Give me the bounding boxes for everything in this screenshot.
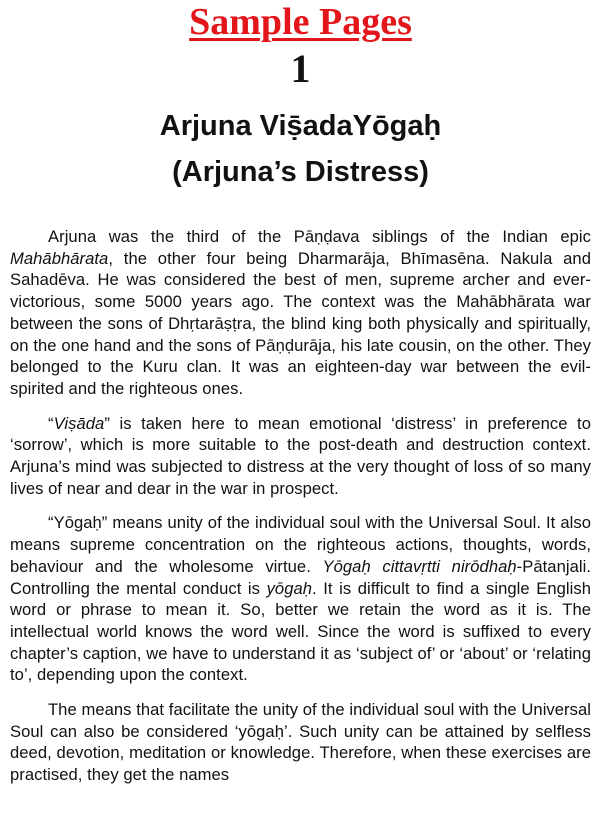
text-run: -Pātanjali. Controlling the mental conduct is: [10, 556, 591, 598]
text-run: “Yōgaḥ” means unity of the individual soul with the Universal Soul. It also means supreme concentration on the righteous actions, thoughts, words, behaviour and the wholesome virtue.: [10, 513, 591, 576]
italic-term: yōgaḥ: [266, 578, 313, 598]
text-run: . It is difficult to find a single English word or phrase to mean it. So, better we retain the word as it is. The intellectual world knows the word well. Since the word is suffixed to every chapter’s caption, we have to understand it as ‘subject of’ or ‘about’ or ‘relating to’, depending upon the context.: [10, 578, 591, 685]
text-run: ” is taken here to mean emotional ‘distress’ in preference to ‘sorrow’, which is more suitable to the post-death and destruction context. Arjuna’s mind was subjected to distress at the very thought of loss of so many lives of near and dear in the war in prospect.: [10, 413, 591, 498]
paragraph: [10, 512, 591, 686]
text-run: “: [48, 413, 54, 433]
chapter-subtitle: (Arjuna’s Distress): [172, 156, 429, 188]
body-text: [10, 226, 591, 786]
text-run: Arjuna was the third of the Pāṇḍava siblings of the Indian epic: [48, 227, 591, 246]
sample-pages-banner: Sample Pages: [189, 1, 412, 43]
paragraph: [10, 413, 591, 500]
chapter-number: 1: [290, 46, 311, 91]
italic-term: Viṣāda: [53, 413, 105, 433]
text-run: The means that facilitate the unity of the individual soul with the Universal Soul can also be considered ‘yōgaḥ’. Such unity can be attained by selfless deed, devotion, meditation or knowledge. Therefore, when these exercises are practised, they get the names: [10, 700, 591, 785]
text-run: , the other four being Dharmarāja, Bhīmasēna. Nakula and Sahadēva. He was considered the best of men, supreme archer and ever-victorious, some 5000 years ago. The context was the Mahābhārata war between the sons of Dhṛtarāṣṭra, the blind king both physically and spiritually, on the one hand and the sons of Pāṇḍurāja, his late cousin, on the other. They belonged to the Kuru clan. It was an eighteen-day war between the evil-spirited and the righteous ones.: [10, 248, 591, 398]
chapter-title: Arjuna Viṣ̄adaYōgaḥ: [159, 110, 442, 142]
italic-term: Mahābhārata: [10, 248, 109, 268]
paragraph: [10, 226, 591, 400]
italic-term: Yōgaḥ cittavṛtti nirōdhaḥ: [322, 556, 517, 576]
paragraph: [10, 699, 591, 786]
